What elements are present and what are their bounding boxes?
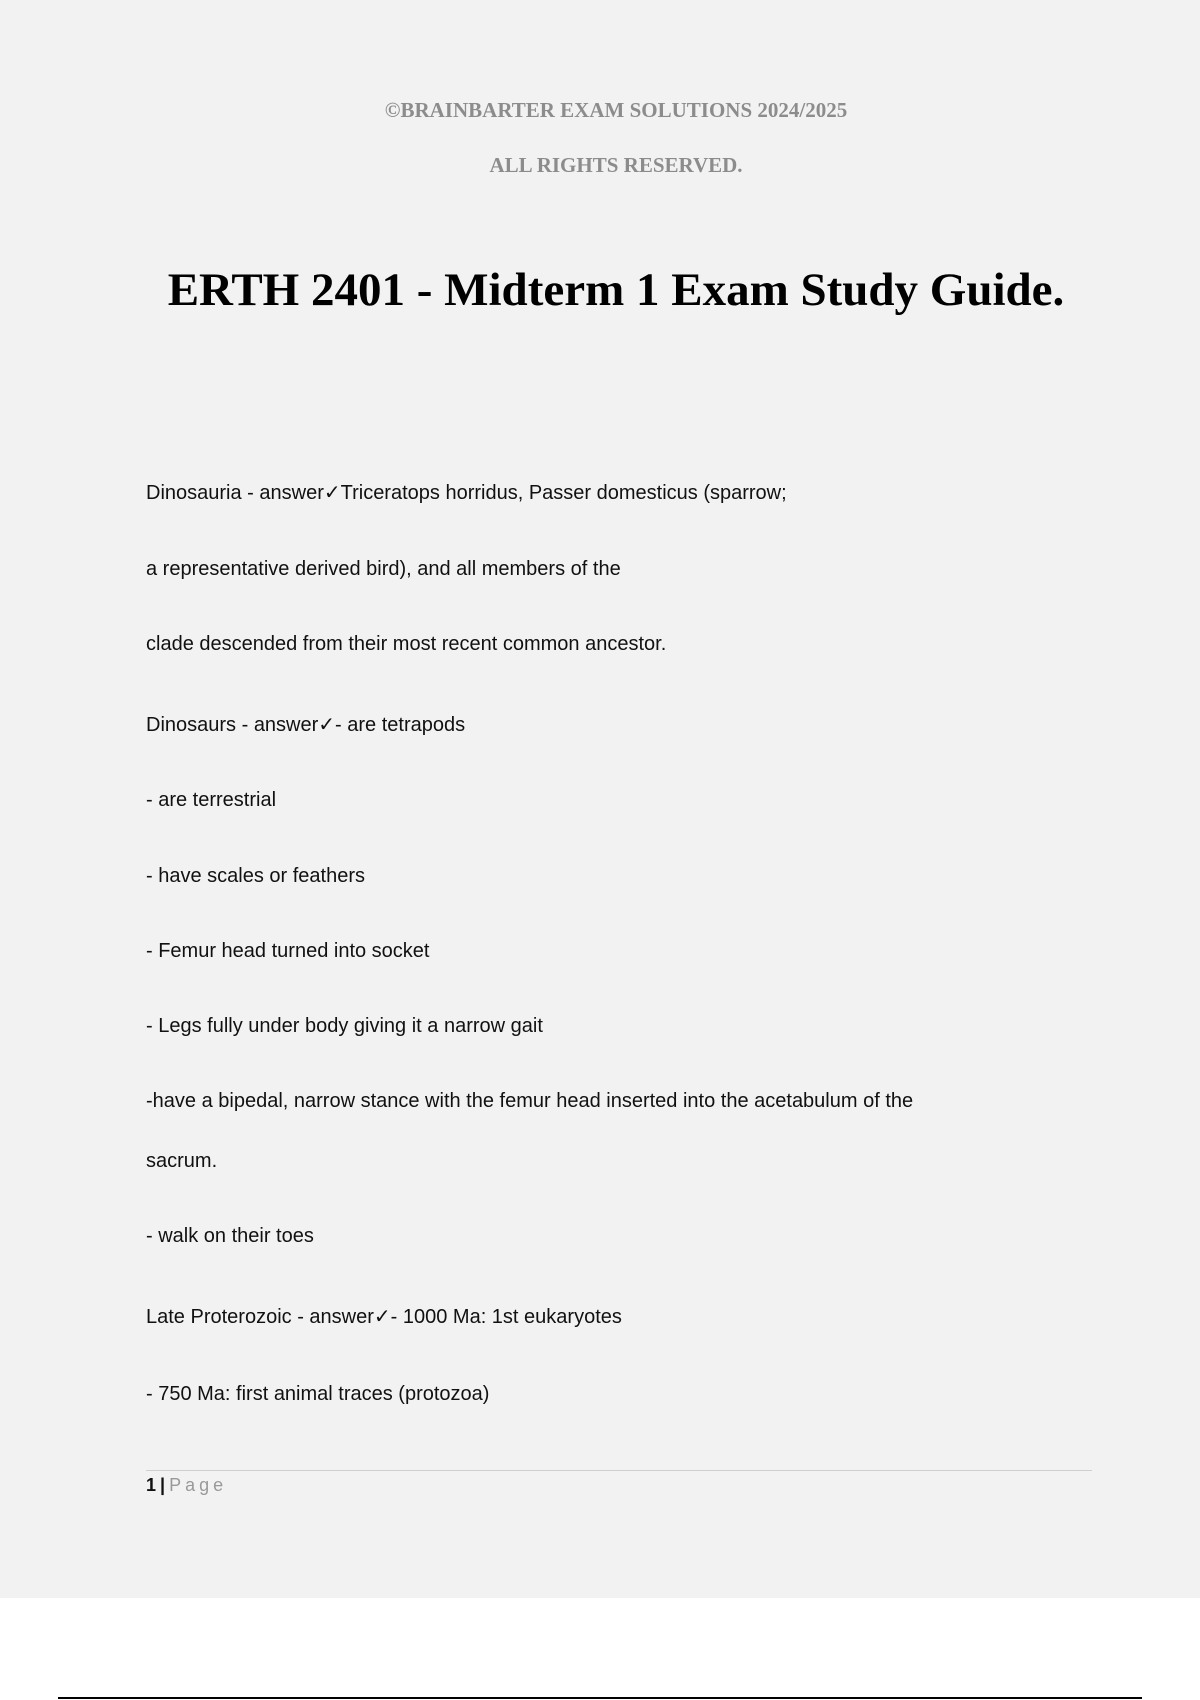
next-page-top-rule: [58, 1697, 1142, 1699]
rights-header: ALL RIGHTS RESERVED.: [489, 153, 743, 177]
body-line: Dinosaurs - answer✓- are tetrapods: [146, 714, 466, 736]
copyright-header: ©BRAINBARTER EXAM SOLUTIONS 2024/2025: [384, 98, 848, 122]
body-line: - 750 Ma: first animal traces (protozoa): [146, 1383, 490, 1405]
body-line: - are terrestrial: [146, 789, 277, 811]
body-line: - walk on their toes: [146, 1225, 314, 1247]
body-line: a representative derived bird), and all members of the: [146, 558, 621, 580]
body-line: - Femur head turned into socket: [146, 940, 430, 962]
footer-divider: [146, 1470, 1092, 1471]
body-line: - have scales or feathers: [146, 865, 365, 887]
body-line: -have a bipedal, narrow stance with the femur head inserted into the acetabulum of the: [146, 1090, 914, 1112]
page-number: 1: [146, 1475, 157, 1495]
footer-separator: |: [160, 1475, 166, 1495]
body-line: sacrum.: [146, 1150, 218, 1172]
document-title: ERTH 2401 - Midterm 1 Exam Study Guide.: [167, 264, 1065, 316]
body-line: Late Proterozoic - answer✓- 1000 Ma: 1st eukaryotes: [146, 1306, 622, 1328]
page-footer: [146, 1475, 227, 1496]
body-line: - Legs fully under body giving it a narrow gait: [146, 1015, 543, 1037]
page-label: Page: [169, 1475, 228, 1495]
body-line: Dinosauria - answer✓Triceratops horridus, Passer domesticus (sparrow;: [146, 482, 787, 504]
body-line: clade descended from their most recent common ancestor.: [146, 633, 667, 655]
